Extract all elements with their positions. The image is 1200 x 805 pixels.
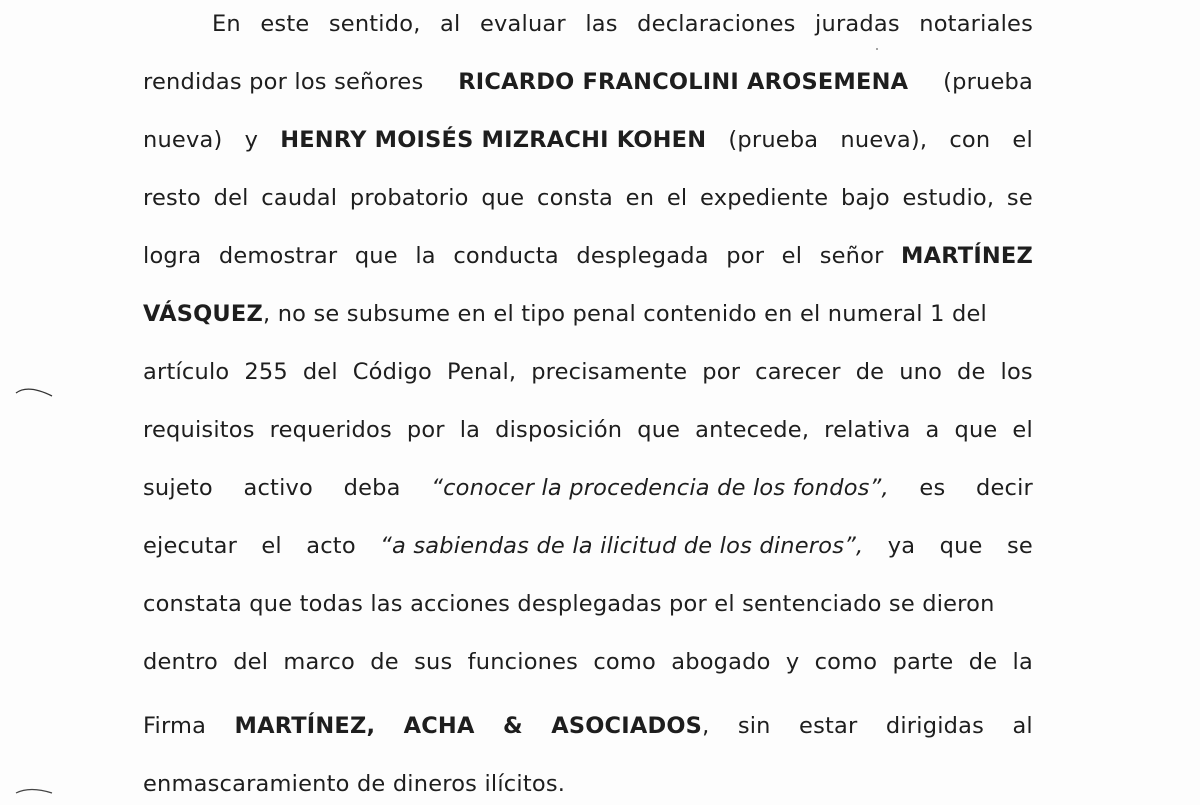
word: Firma <box>143 713 207 739</box>
word: que <box>354 243 398 269</box>
word: dirigidas <box>885 713 985 739</box>
word: En <box>212 11 241 37</box>
word: sus <box>414 649 453 675</box>
word: y <box>785 649 800 675</box>
word: la <box>459 417 481 443</box>
text-line-7 <box>143 352 1033 392</box>
word: del <box>213 185 249 211</box>
italic-quote: “a sabiendas de la ilicitud de los dineros”, <box>380 533 864 559</box>
word: parte <box>892 649 954 675</box>
text-run: constata que todas las acciones desplegadas por el sentenciado se dieron <box>143 591 995 617</box>
word: como <box>814 649 878 675</box>
word: decir <box>976 475 1033 501</box>
text-line-1 <box>212 4 1033 44</box>
word: dentro <box>143 649 218 675</box>
word: deba <box>343 475 401 501</box>
text-line-13 <box>143 706 1033 746</box>
word: señor <box>819 243 884 269</box>
word: (prueba <box>728 127 819 153</box>
bold-name: MARTÍNEZ <box>901 243 1033 269</box>
word: resto <box>143 185 201 211</box>
word: este <box>260 11 310 37</box>
word: el <box>1012 127 1033 153</box>
word: las <box>585 11 618 37</box>
punctuation: , <box>702 713 710 739</box>
text-line-6 <box>143 294 1033 334</box>
text-line-14 <box>143 764 1033 804</box>
word: requisitos <box>143 417 255 443</box>
word: activo <box>243 475 313 501</box>
word: de <box>855 359 885 385</box>
word: demostrar <box>218 243 338 269</box>
word: de <box>370 649 399 675</box>
word: consta <box>537 185 613 211</box>
word: desplegada <box>576 243 709 269</box>
word: sin <box>737 713 771 739</box>
word: al <box>1012 713 1033 739</box>
word: estudio, <box>902 185 995 211</box>
word: que <box>954 417 998 443</box>
word: el <box>1012 417 1033 443</box>
text-run: (prueba <box>943 69 1033 95</box>
word: juradas <box>815 11 900 37</box>
word: del <box>233 649 269 675</box>
word: probatorio <box>349 185 469 211</box>
word: nueva) <box>143 127 223 153</box>
word: los <box>1000 359 1033 385</box>
word: de <box>968 649 998 675</box>
scan-speck <box>876 48 878 50</box>
word: por <box>726 243 765 269</box>
bold-firm-word: & <box>502 713 523 739</box>
word: estar <box>799 713 858 739</box>
italic-quote: “conocer la procedencia de los fondos”, <box>431 475 889 501</box>
word: marco <box>283 649 356 675</box>
bold-name: VÁSQUEZ <box>143 301 263 327</box>
word: del <box>302 359 338 385</box>
word: ejecutar <box>143 533 238 559</box>
word: carecer <box>755 359 841 385</box>
scan-mark <box>14 384 54 398</box>
text-line-8 <box>143 410 1033 450</box>
word: evaluar <box>479 11 566 37</box>
word: ya <box>887 533 916 559</box>
word: que <box>939 533 983 559</box>
word: como <box>593 649 656 675</box>
bold-firm-word: ASOCIADOS <box>551 713 703 739</box>
word: por <box>406 417 445 443</box>
word: sujeto <box>143 475 213 501</box>
word: que <box>637 417 681 443</box>
word: sentido, <box>328 11 421 37</box>
word: la <box>1012 649 1033 675</box>
word: requeridos <box>269 417 392 443</box>
word: antecede, <box>695 417 810 443</box>
word: declaraciones <box>637 11 796 37</box>
word: a <box>925 417 940 443</box>
word: Código <box>352 359 433 385</box>
word: al <box>440 11 461 37</box>
word: nueva), <box>840 127 928 153</box>
word: Penal, <box>446 359 517 385</box>
bold-name: RICARDO FRANCOLINI AROSEMENA <box>458 69 909 95</box>
word: se <box>1006 185 1033 211</box>
word: artículo <box>143 359 230 385</box>
scan-mark <box>14 784 54 798</box>
text-line-9 <box>143 468 1033 508</box>
word: notariales <box>919 11 1033 37</box>
word: acto <box>306 533 356 559</box>
word: la <box>415 243 436 269</box>
text-line-2 <box>143 62 1033 102</box>
text-line-10 <box>143 526 1033 566</box>
word: bajo <box>840 185 890 211</box>
word: disposición <box>495 417 623 443</box>
text-run: enmascaramiento de dineros ilícitos. <box>143 771 566 797</box>
word: caudal <box>261 185 338 211</box>
bold-firm-word: ACHA <box>403 713 475 739</box>
word: el <box>666 185 688 211</box>
word: el <box>261 533 282 559</box>
text-line-11 <box>143 584 1033 624</box>
word: con <box>949 127 991 153</box>
text-line-12 <box>143 642 1033 682</box>
word: se <box>1006 533 1033 559</box>
text-line-5 <box>143 236 1033 276</box>
word: el <box>781 243 803 269</box>
word: por <box>702 359 741 385</box>
word: 255 <box>244 359 288 385</box>
word: logra <box>143 243 202 269</box>
bold-name: HENRY MOISÉS MIZRACHI KOHEN <box>280 127 707 153</box>
word: en <box>625 185 655 211</box>
text-line-3 <box>143 120 1033 160</box>
word: y <box>244 127 259 153</box>
word: precisamente <box>531 359 688 385</box>
word: expediente <box>700 185 829 211</box>
text-line-4 <box>143 178 1033 218</box>
word: de <box>957 359 986 385</box>
word: uno <box>899 359 943 385</box>
word: funciones <box>467 649 579 675</box>
text-run: rendidas por los señores <box>143 69 424 95</box>
word: conducta <box>453 243 559 269</box>
word: es <box>919 475 946 501</box>
bold-firm-word: MARTÍNEZ, <box>234 713 376 739</box>
word: abogado <box>671 649 771 675</box>
word: que <box>481 185 525 211</box>
text-run: , no se subsume en el tipo penal contenido en el numeral 1 del <box>263 301 987 327</box>
word: relativa <box>824 417 911 443</box>
